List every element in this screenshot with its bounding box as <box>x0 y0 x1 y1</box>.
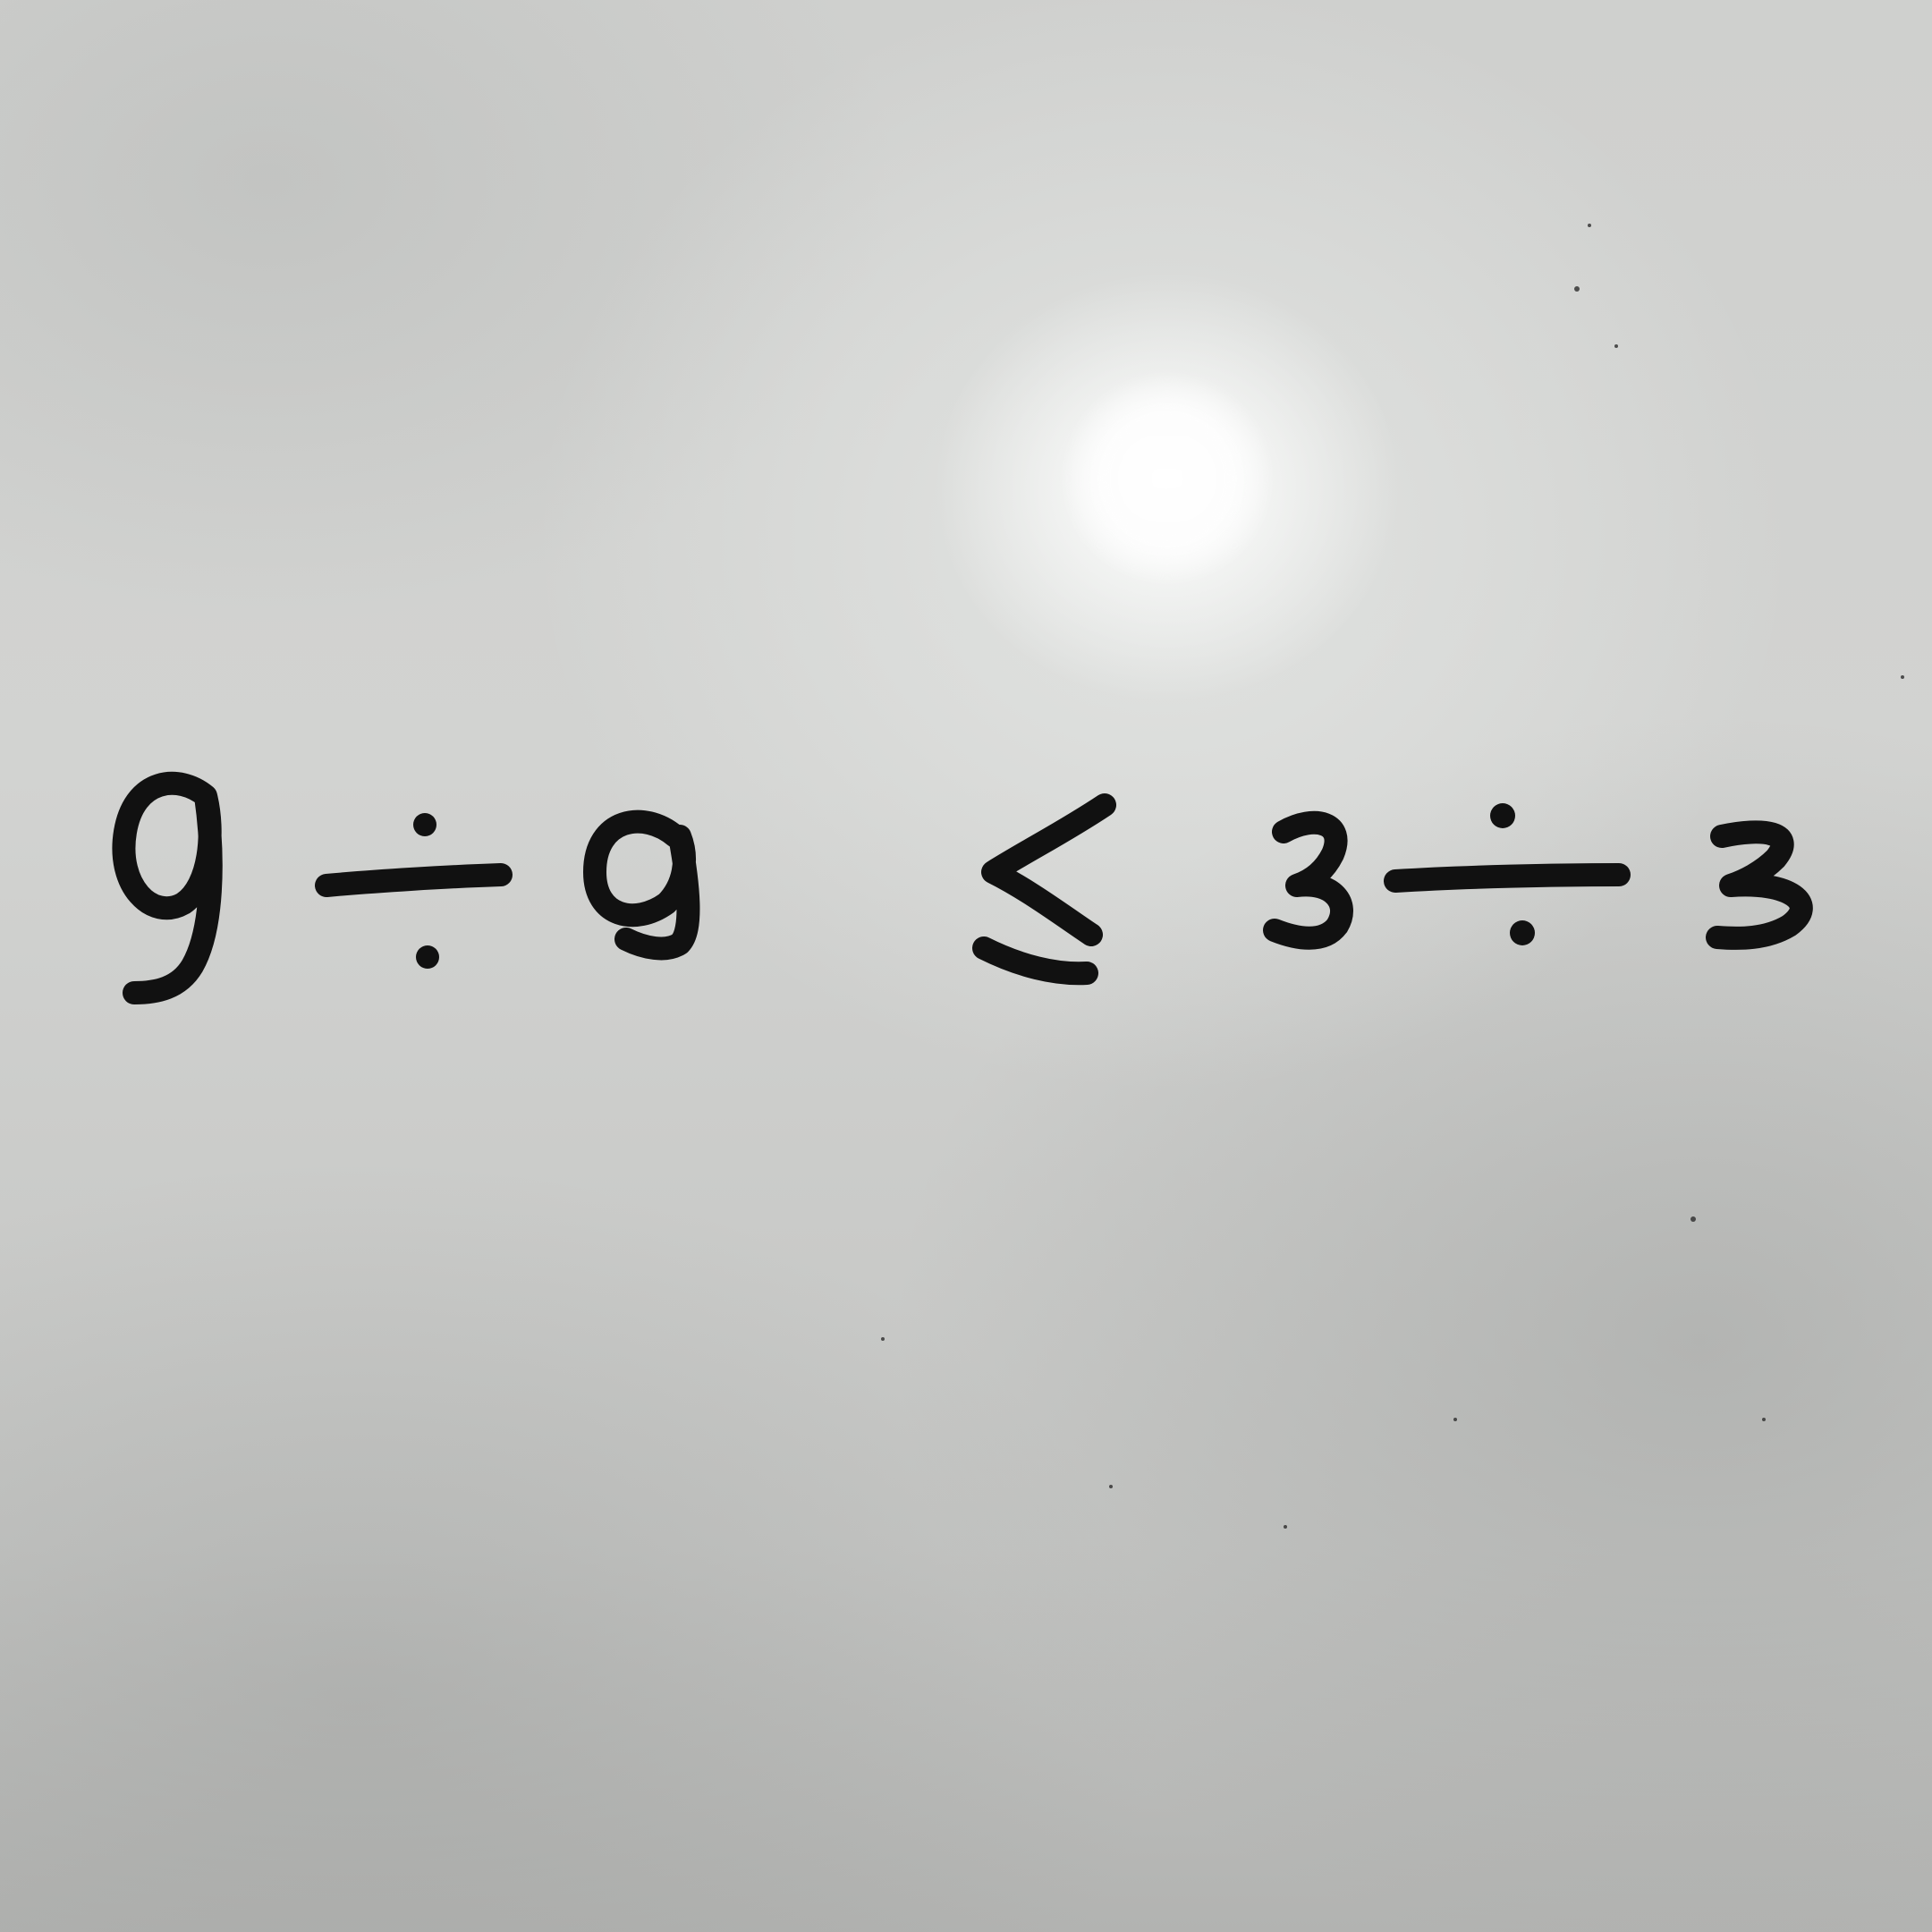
digit-nine-1 <box>123 784 210 993</box>
less-than-or-equal-sign <box>984 805 1105 973</box>
digit-nine-2 <box>595 822 688 949</box>
division-sign-2 <box>1395 803 1619 945</box>
division-sign-1 <box>326 813 501 969</box>
digit-three-1 <box>1275 823 1342 938</box>
digit-three-2 <box>1717 832 1801 938</box>
